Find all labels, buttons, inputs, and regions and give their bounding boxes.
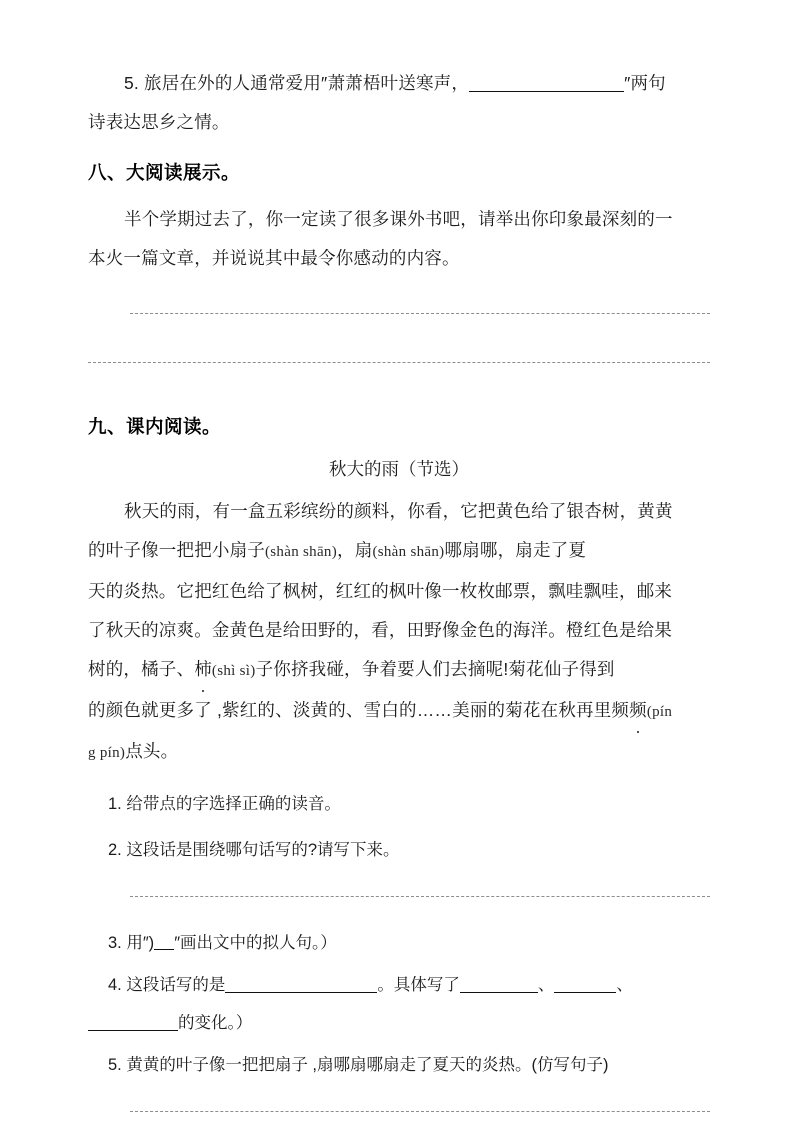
carryover-q5-blank[interactable] [469,74,624,92]
carryover-q5-prefix: 5. 旅居在外的人通常爱用″萧萧梧叶送寒声， [124,73,470,93]
question-4-text-d: 、 [616,976,633,994]
passage-l2-text-a: 的叶子像一把把小扇子 [88,540,265,560]
question-3 [88,924,710,962]
passage-line-5 [88,650,710,691]
question-4-text-b: 。具体写了 [377,976,460,994]
pinyin-ping-pin-part2: g pín) [88,745,126,761]
answer-rule-row-3 [88,877,710,916]
spacer-before-questions [88,773,710,785]
passage-title: 秋大的雨（节选） [329,459,469,479]
question-4-blank-4[interactable] [88,1013,178,1031]
question-1: 1. 给带点的字选择正确的读音。 [108,795,341,813]
carryover-q5-line2: 诗表达思乡之情。 [88,112,230,132]
carryover-question-5 [88,64,710,103]
passage-l7-text: 点头。 [125,741,179,761]
question-3-text-a: 3. 用″) [108,934,155,952]
question-4-blank-1[interactable] [225,975,377,993]
passage-l2-text-c: 哪扇哪，扇走了夏 [444,540,587,560]
dotted-char-shi: 柿 [194,650,212,689]
spacer-before-final-rule [88,1084,710,1092]
answer-rule-4[interactable] [130,1111,710,1112]
question-5-text-b: (仿写句子) [531,1056,609,1074]
pinyin-shan-shan-1: (shàn shān) [265,544,338,560]
answer-rule-row-4 [88,1092,710,1131]
question-5-text-a: 5. 黄黄的叶子像一把把扇子 ,扇哪扇哪扇走了夏天的炎热。 [108,1056,532,1074]
spacer-before-rules-eight [88,278,710,294]
question-4-continued [88,1004,710,1042]
question-3-inline-blank[interactable] [154,935,174,950]
question-4-blank-3[interactable] [554,975,616,993]
spacer-before-rule-q2 [88,869,710,877]
answer-rule-2[interactable] [88,362,710,363]
question-4-blank-2[interactable] [460,975,538,993]
question-4-text-a: 4. 这段话写的是 [108,976,226,994]
pinyin-ping-pin-part1: (pín [646,704,673,720]
dotted-char-pin: 频 [629,691,647,730]
section-eight-body-line2: 本火一篇文章，并说说其中最令你感动的内容。 [88,248,460,268]
passage-line-3: 天的炎热。它把红色给了枫树，红红的枫叶像一枚枚邮票，飘哇飘哇，邮来 [88,581,673,601]
pinyin-shi-si: (shì sì) [211,663,256,679]
spacer-after-rule-q2 [88,916,710,924]
question-4-text-c: 、 [537,976,555,994]
carryover-q5-suffix: ″两句 [624,73,666,93]
question-5 [88,1046,710,1084]
spacer-after-heading-eight [88,192,710,200]
passage-l5-text-b: 子你挤我碰，争着要人们去摘呢!菊花仙子得到 [255,659,615,679]
spacer-between-rules [88,333,710,343]
section-nine-heading: 九、课内阅读。 [88,416,222,437]
passage-line-1: 秋天的雨，有一盒五彩缤纷的颜料，你看，它把黄色给了银杏树，黄黄 [124,501,673,521]
answer-rule-1[interactable] [130,313,710,314]
section-eight-body-line1: 半个学期过去了，你一定读了很多课外书吧，请举出你印象最深刻的一 [124,209,673,229]
spacer-before-section-nine [88,382,710,408]
passage-line-7 [88,732,710,773]
spacer-q1-q2 [88,823,710,831]
pinyin-shan-shan-2: (shàn shān) [372,544,445,560]
top-spacer [88,0,710,64]
passage-line-2 [88,531,710,572]
reading-passage [88,492,710,773]
question-3-text-b: ″画出文中的拟人句。） [174,934,337,952]
question-4 [88,966,710,1004]
passage-line-4: 了秋天的凉爽。金黄色是给田野的，看，田野像金色的海洋。橙红色是给果 [88,620,673,640]
question-2: 2. 这段话是围绕哪句话写的?请写下来。 [108,841,400,859]
passage-l6-text-a: 的颜色就更多了 ,紫红的、淡黄的、雪白的……美丽的菊花在秋再里频 [88,700,630,720]
answer-rule-3[interactable] [130,896,710,897]
passage-l2-text-b: ，扇 [337,540,373,560]
question-list [88,785,710,1131]
answer-rule-row-2 [88,343,710,382]
passage-line-6 [88,691,710,732]
passage-l5-text-a: 树的，橘子、 [88,659,195,679]
spacer-before-section-eight [88,142,710,154]
answer-rule-row-1 [88,294,710,333]
question-4-text-e: 的变化。） [178,1014,253,1032]
section-eight-heading: 八、大阅读展示。 [88,162,241,183]
